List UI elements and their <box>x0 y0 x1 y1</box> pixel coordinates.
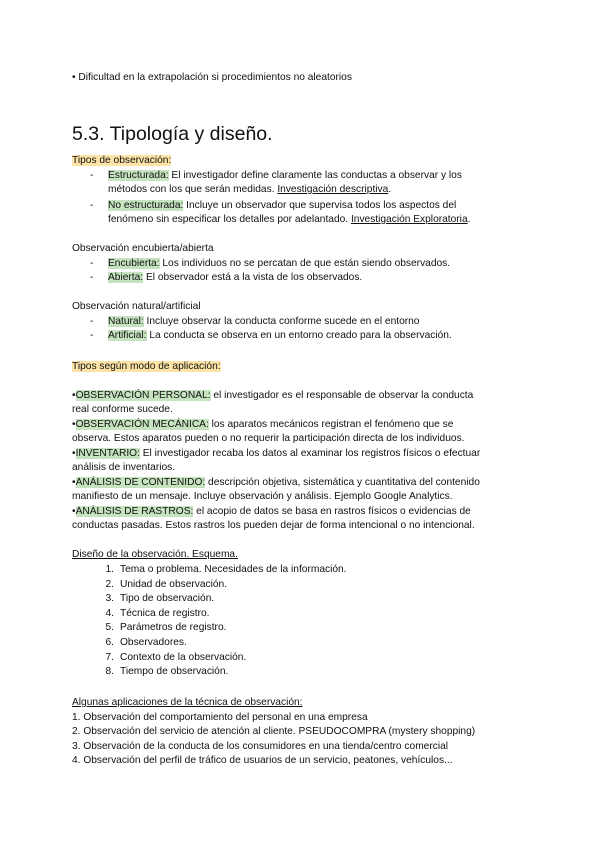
bullet: • <box>72 448 76 459</box>
list-item: 2. Observación del servicio de atención al cliente. PSEUDOCOMPRA (mystery shopping) <box>72 726 476 737</box>
personal-line-1 <box>72 389 473 403</box>
list-item <box>96 607 209 621</box>
term-highlight: No estructurada: <box>108 200 184 211</box>
item-text: descripción objetiva, sistemática y cuantitativa del contenido <box>205 477 480 488</box>
item-text: . <box>467 214 471 225</box>
natural-heading: Observación natural/artificial <box>72 301 201 312</box>
term-highlight: Estructurada: <box>108 170 169 181</box>
list-item: 3. Observación de la conducta de los consumidores en una tienda/centro comercial <box>72 741 449 752</box>
list-item <box>96 592 214 606</box>
item-text: Parámetros de registro. <box>120 622 227 633</box>
no-estructurada-line-2 <box>108 213 470 227</box>
item-text: Observadores. <box>120 637 187 648</box>
natural-item <box>108 315 419 329</box>
dash-bullet: - <box>90 170 94 181</box>
item-text: El investigador define claramente las conductas a observar y los <box>168 170 462 181</box>
list-number: 5. <box>105 622 114 633</box>
estructurada-line-1 <box>108 169 462 183</box>
item-text: Tema o problema. Necesidades de la información. <box>120 564 347 575</box>
term-highlight: INVENTARIO: <box>75 448 140 459</box>
modo-aplicacion-heading <box>72 360 221 374</box>
item-text: métodos con los que serán medidas. <box>108 184 278 195</box>
term-highlight: Artificial: <box>108 330 147 341</box>
inventario-line-2: análisis de inventarios. <box>72 462 176 473</box>
item-text: Los individuos no se percatan de que están siendo observados. <box>159 258 451 269</box>
list-number: 8. <box>105 666 114 677</box>
item-text: Tiempo de observación. <box>120 666 229 677</box>
item-text: Incluye un observador que supervisa todos los aspectos del <box>183 200 457 211</box>
item-text: La conducta se observa en un entorno creado para la observación. <box>146 330 452 341</box>
term-highlight: Abierta: <box>108 272 144 283</box>
mecanica-line-2: observa. Estos aparatos pueden o no requerir la participación directa de los individuos. <box>72 433 465 444</box>
underlined-reference: Investigación descriptiva <box>277 184 389 195</box>
aplicaciones-heading: Algunas aplicaciones de la técnica de observación: <box>72 697 303 708</box>
list-item: 1. Observación del comportamiento del personal en una empresa <box>72 712 368 723</box>
rastros-line-2: conductas pasadas. Estos rastros los pueden dejar de forma intencional o no intencional. <box>72 520 475 531</box>
bullet: • <box>72 477 76 488</box>
list-item <box>96 665 228 679</box>
artificial-item <box>108 329 452 343</box>
list-number: 7. <box>105 652 114 663</box>
list-number: 6. <box>105 637 114 648</box>
term-highlight: Natural: <box>108 316 144 327</box>
item-text: fenómeno sin especificar los detalles por adelantado. <box>108 214 351 225</box>
item-text: los aparatos mecánicos registran el fenómeno que se <box>208 419 454 430</box>
list-item <box>96 621 226 635</box>
bullet: • <box>72 390 76 401</box>
list-item: 4. Observación del perfil de tráfico de usuarios de un servicio, peatones, vehículos... <box>72 755 453 766</box>
list-number: 4. <box>105 608 114 619</box>
term-highlight: OBSERVACIÓN MECÁNICA: <box>75 419 209 430</box>
item-text: El observador está a la vista de los observados. <box>143 272 363 283</box>
item-text: Contexto de la observación. <box>120 652 247 663</box>
estructurada-line-2 <box>108 183 391 197</box>
dash-bullet: - <box>90 316 94 327</box>
item-text: el investigador es el responsable de observar la conducta <box>210 390 474 401</box>
encubierta-heading: Observación encubierta/abierta <box>72 243 214 254</box>
highlighted-heading: Tipos de observación: <box>72 155 172 166</box>
section-title: 5.3. Tipología y diseño. <box>72 123 273 145</box>
no-estructurada-line-1 <box>108 199 456 213</box>
abierta-item <box>108 271 362 285</box>
term-highlight: ANÁLISIS DE RASTROS: <box>75 506 194 517</box>
list-number: 1. <box>105 564 114 575</box>
term-highlight: OBSERVACIÓN PERSONAL: <box>75 390 211 401</box>
personal-line-2: real conforme sucede. <box>72 404 173 415</box>
list-number: 2. <box>105 579 114 590</box>
encubierta-item <box>108 257 450 271</box>
contenido-line-1 <box>72 476 480 490</box>
tipos-observacion-heading <box>72 154 171 168</box>
diseno-heading: Diseño de la observación. Esquema. <box>72 549 238 560</box>
mecanica-line-1 <box>72 418 453 432</box>
item-text: Unidad de observación. <box>120 579 228 590</box>
bullet: • <box>72 419 76 430</box>
term-highlight: Encubierta: <box>108 258 160 269</box>
list-item <box>96 636 187 650</box>
dash-bullet: - <box>90 258 94 269</box>
list-item <box>96 651 246 665</box>
list-number: 3. <box>105 593 114 604</box>
item-text: Técnica de registro. <box>120 608 210 619</box>
item-text: Tipo de observación. <box>120 593 215 604</box>
inventario-line-1 <box>72 447 480 461</box>
dash-bullet: - <box>90 330 94 341</box>
contenido-line-2: manifiesto de un mensaje. Incluye observación y análisis. Ejemplo Google Analytics. <box>72 491 453 502</box>
item-text: Incluye observar la conducta conforme sucede en el entorno <box>143 316 420 327</box>
list-item <box>96 578 227 592</box>
item-text: El investigador recaba los datos al examinar los registros físicos o efectuar <box>139 448 481 459</box>
intro-bullet: • Dificultad en la extrapolación si procedimientos no aleatorios <box>72 72 352 83</box>
term-highlight: ANÁLISIS DE CONTENIDO: <box>75 477 206 488</box>
item-text: el acopio de datos se basa en rastros físicos o evidencias de <box>193 506 471 517</box>
item-text: . <box>388 184 392 195</box>
list-item <box>96 563 347 577</box>
highlighted-heading: Tipos según modo de aplicación: <box>72 361 221 372</box>
dash-bullet: - <box>90 272 94 283</box>
dash-bullet: - <box>90 200 94 211</box>
underlined-reference: Investigación Exploratoria <box>350 214 468 225</box>
bullet: • <box>72 506 76 517</box>
rastros-line-1 <box>72 505 471 519</box>
